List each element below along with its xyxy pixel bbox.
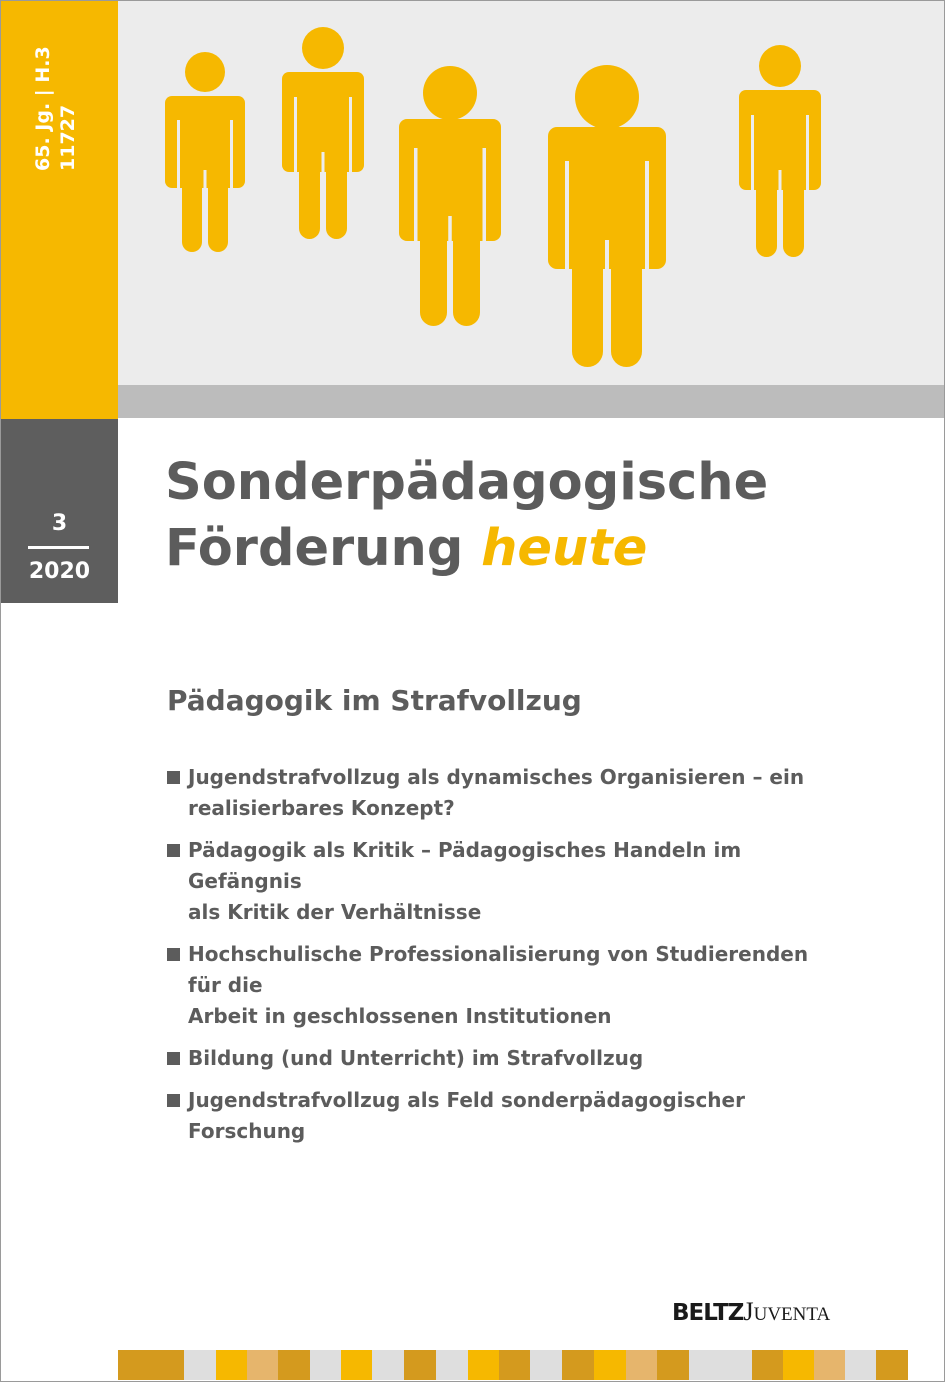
list-item	[167, 939, 827, 1032]
list-item	[167, 835, 827, 928]
topic-list	[167, 762, 827, 1158]
title-word-foerderung: Förderung	[165, 519, 464, 578]
issue-number: 3	[51, 511, 68, 536]
logo-juventa-rest: UVENTA	[753, 1304, 831, 1325]
issue-code: 11727	[57, 104, 79, 171]
decorative-color-bar	[118, 1350, 944, 1380]
topic-line: Pädagogik als Kritik – Pädagogisches Handeln im Gefängnis	[188, 838, 742, 893]
bullet-square-icon	[167, 1052, 180, 1065]
journal-title	[165, 450, 768, 582]
logo-juventa	[743, 1297, 830, 1326]
topic-line: realisierbares Konzept?	[188, 796, 455, 820]
person-figure-icon	[282, 27, 364, 239]
divider-band	[118, 385, 944, 418]
volume-issue: 65. Jg. | H.3	[32, 46, 54, 171]
topic-line: Bildung (und Unterricht) im Strafvollzug	[188, 1046, 644, 1070]
title-line-2	[165, 516, 768, 582]
bullet-square-icon	[167, 771, 180, 784]
issue-theme: Pädagogik im Strafvollzug	[167, 684, 582, 717]
person-figure-icon	[399, 66, 501, 326]
person-figure-icon	[739, 45, 821, 257]
person-figure-icon	[165, 52, 245, 252]
spine-text	[31, 11, 81, 171]
issue-year: 2020	[28, 559, 91, 584]
issue-divider	[28, 546, 89, 549]
bullet-square-icon	[167, 948, 180, 961]
topic-line: Arbeit in geschlossenen Institutionen	[188, 1004, 612, 1028]
list-item	[167, 762, 827, 824]
logo-beltz: BELTZ	[672, 1300, 744, 1326]
topic-line: als Kritik der Verhältnisse	[188, 900, 482, 924]
issue-block	[1, 419, 118, 603]
topic-line: Hochschulische Professionalisierung von Studierenden für die	[188, 942, 809, 997]
topic-line: Jugendstrafvollzug als Feld sonderpädagogischer Forschung	[188, 1088, 745, 1143]
list-item	[167, 1043, 827, 1074]
title-line-1: Sonderpädagogische	[165, 453, 769, 512]
bullet-square-icon	[167, 1094, 180, 1107]
spine-strip	[1, 1, 118, 419]
person-figure-icon	[548, 65, 666, 367]
list-item	[167, 1085, 827, 1147]
bullet-square-icon	[167, 844, 180, 857]
publisher-logo	[672, 1297, 830, 1327]
logo-juventa-initial: J	[743, 1297, 754, 1326]
topic-line: Jugendstrafvollzug als dynamisches Organisieren – ein	[188, 765, 805, 789]
title-highlight: heute	[481, 519, 648, 578]
